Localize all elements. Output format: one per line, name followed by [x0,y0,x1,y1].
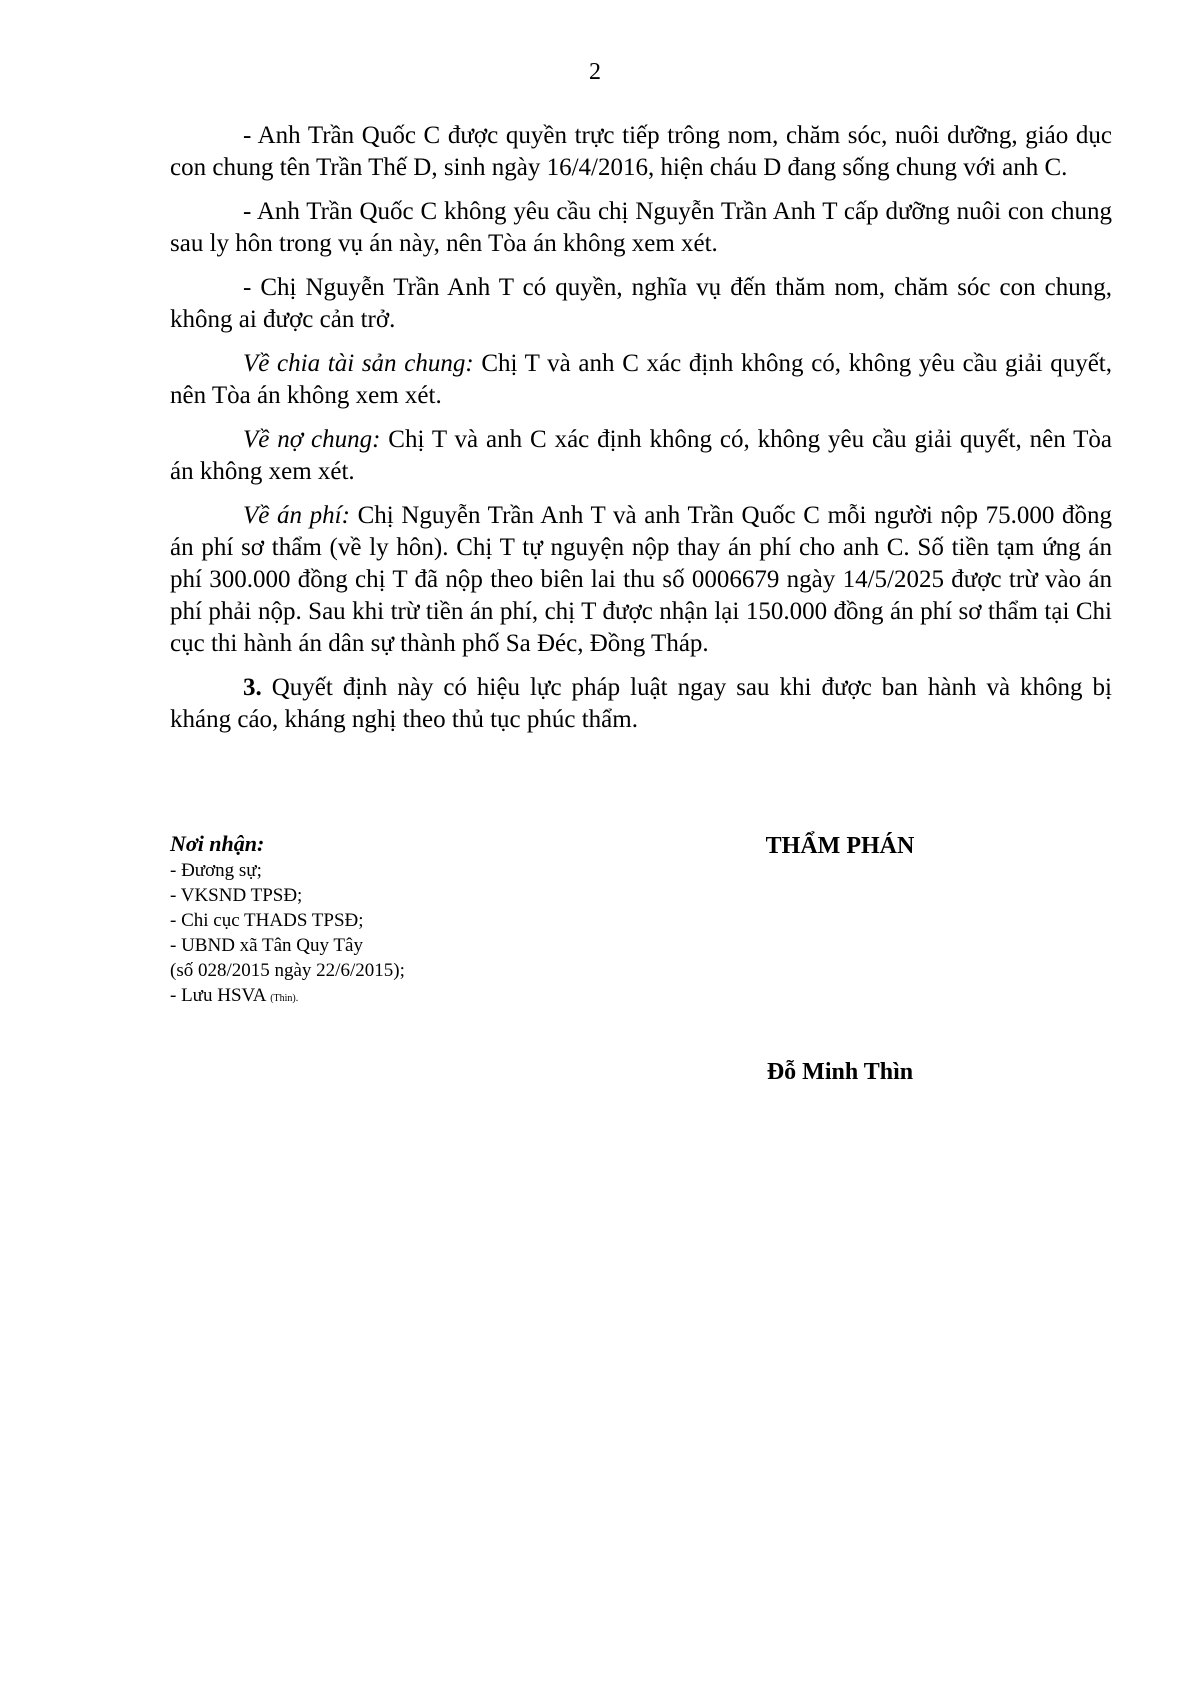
paragraph-common-property [170,348,1112,412]
archive-note: (Thìn). [270,993,299,1004]
paragraph-text: - Anh Trần Quốc C được quyền trực tiếp trông nom, chăm sóc, nuôi dưỡng, giáo dục con chung tên Trần Thế D, sinh ngày 16/4/2016, hiện cháu D đang sống chung với anh C. [170,122,1112,181]
paragraph-text: Chị T và anh C xác định không có, không yêu cầu giải quyết, nên Tòa án không xem xét. [170,350,1112,409]
recipient-line: (số 028/2015 ngày 22/6/2015); [170,960,405,981]
recipient-line: - UBND xã Tân Quy Tây [170,935,363,956]
recipients-list [170,830,590,1011]
paragraph-visitation [170,272,1112,336]
judge-name: Đỗ Minh Thìn [766,1059,914,1085]
paragraph-text: Quyết định này có hiệu lực pháp luật ngay sau khi được ban hành và không bị kháng cáo, kháng nghị theo thủ tục phúc thẩm. [170,674,1112,733]
paragraph-common-debt [170,424,1112,488]
paragraph-custody [170,120,1112,184]
signature-block [690,830,990,862]
paragraph-text: Chị Nguyễn Trần Anh T và anh Trần Quốc C mỗi người nộp 75.000 đồng án phí sơ thẩm (về ly hôn). Chị T tự nguyện nộp thay án phí cho anh C. Số tiền tạm ứng án phí 300.000 đồng chị T đã nộp theo biên lai thu số 0006679 ngày 14/5/2025 được trừ vào án phí phải nộp. Sau khi trừ tiền án phí, chị T được nhận lại 150.000 đồng án phí sơ thẩm tại Chi cục thi hành án dân sự thành phố Sa Đéc, Đồng Tháp. [170,502,1113,657]
paragraph-text: - Anh Trần Quốc C không yêu cầu chị Nguyễn Trần Anh T cấp dưỡng nuôi con chung sau ly hôn trong vụ án này, nên Tòa án không xem xét. [170,198,1112,257]
recipients-title: Nơi nhận: [170,831,265,856]
paragraph-child-support [170,196,1112,260]
paragraph-court-fees [170,500,1112,660]
recipient-line [170,983,590,1011]
paragraph-effectiveness [170,672,1112,736]
paragraph-heading: Về án phí: [243,502,350,529]
recipient-archive: - Lưu HSVA [170,985,266,1006]
decision-body [170,120,1112,748]
recipient-line: - VKSND TPSĐ; [170,885,303,906]
paragraph-text: Chị T và anh C xác định không có, không yêu cầu giải quyết, nên Tòa án không xem xét. [170,426,1112,485]
paragraph-text: - Chị Nguyễn Trần Anh T có quyền, nghĩa vụ đến thăm nom, chăm sóc con chung, không ai được cản trở. [170,274,1112,333]
recipient-line: - Đương sự; [170,860,262,881]
judge-title: THẨM PHÁN [765,833,915,859]
page-number: 2 [589,59,601,85]
paragraph-heading: Về chia tài sản chung: [243,350,474,377]
paragraph-number: 3. [243,674,262,701]
paragraph-heading: Về nợ chung: [243,426,381,453]
recipient-line: - Chi cục THADS TPSĐ; [170,910,364,931]
